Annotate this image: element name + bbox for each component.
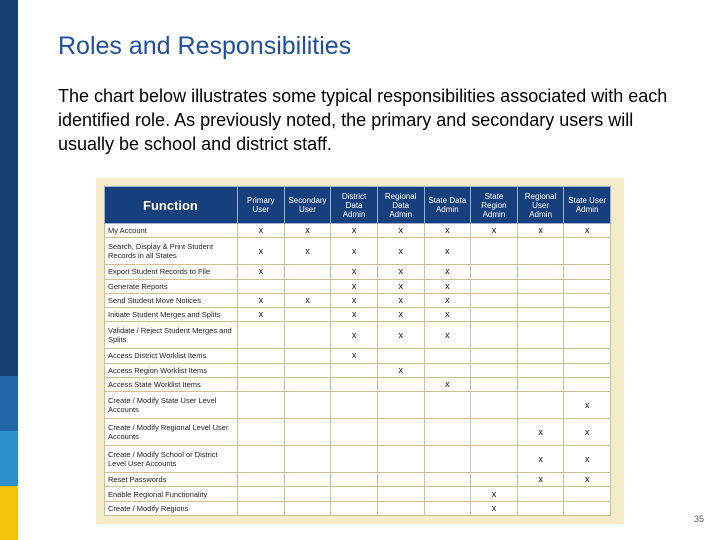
table-row (105, 265, 611, 279)
role-mark-cell (564, 377, 611, 391)
role-mark-cell: x (331, 349, 378, 363)
function-cell: My Account (105, 224, 238, 238)
role-column-header: Secondary User (284, 187, 331, 224)
role-mark-cell (238, 279, 285, 293)
role-mark-cell (424, 446, 471, 473)
role-mark-cell (331, 446, 378, 473)
role-mark-cell (284, 473, 331, 487)
function-cell: Create / Modify State User Level Accounts (105, 392, 238, 419)
role-mark-cell: x (331, 224, 378, 238)
role-mark-cell: x (424, 265, 471, 279)
role-mark-cell (471, 446, 518, 473)
role-column-header: Regional Data Admin (377, 187, 424, 224)
role-mark-cell: x (424, 308, 471, 322)
function-cell: Access District Worklist Items (105, 349, 238, 363)
role-mark-cell: x (424, 279, 471, 293)
function-cell: Access State Worklist Items (105, 377, 238, 391)
function-cell: Enable Regional Functionality (105, 487, 238, 501)
role-mark-cell (377, 501, 424, 515)
role-mark-cell (471, 392, 518, 419)
role-mark-cell (564, 293, 611, 307)
role-mark-cell (238, 363, 285, 377)
role-mark-cell (377, 419, 424, 446)
role-column-header: District Data Admin (331, 187, 378, 224)
slide-title: Roles and Responsibilities (58, 32, 352, 60)
role-mark-cell: x (564, 224, 611, 238)
role-mark-cell (284, 363, 331, 377)
role-mark-cell: x (331, 265, 378, 279)
table-row (105, 238, 611, 265)
role-mark-cell (377, 446, 424, 473)
table-row (105, 279, 611, 293)
role-mark-cell (564, 308, 611, 322)
sidebar-band (0, 376, 18, 431)
table-body (105, 224, 611, 516)
role-mark-cell: x (331, 308, 378, 322)
role-mark-cell: x (424, 322, 471, 349)
role-mark-cell (238, 392, 285, 419)
role-mark-cell: x (471, 501, 518, 515)
role-mark-cell (471, 308, 518, 322)
role-mark-cell (331, 501, 378, 515)
function-cell: Initiate Student Merges and Splits (105, 308, 238, 322)
role-mark-cell (471, 419, 518, 446)
role-mark-cell (238, 349, 285, 363)
role-mark-cell (284, 501, 331, 515)
role-mark-cell (564, 265, 611, 279)
role-mark-cell (424, 419, 471, 446)
role-mark-cell (284, 279, 331, 293)
role-mark-cell (377, 392, 424, 419)
role-mark-cell (517, 392, 564, 419)
table-row (105, 377, 611, 391)
role-mark-cell (517, 322, 564, 349)
role-mark-cell: x (331, 293, 378, 307)
role-mark-cell (284, 377, 331, 391)
role-mark-cell: x (238, 293, 285, 307)
role-mark-cell (517, 377, 564, 391)
role-mark-cell: x (471, 487, 518, 501)
table-row (105, 392, 611, 419)
role-mark-cell: x (377, 279, 424, 293)
role-mark-cell (331, 473, 378, 487)
function-cell: Reset Passwords (105, 473, 238, 487)
role-mark-cell (564, 238, 611, 265)
role-mark-cell (517, 363, 564, 377)
role-mark-cell (517, 349, 564, 363)
role-mark-cell (424, 501, 471, 515)
role-mark-cell: x (517, 446, 564, 473)
role-mark-cell: x (564, 419, 611, 446)
sidebar-band (0, 0, 18, 376)
role-mark-cell (517, 501, 564, 515)
role-mark-cell (284, 349, 331, 363)
role-mark-cell (471, 363, 518, 377)
role-mark-cell (284, 265, 331, 279)
role-mark-cell: x (517, 419, 564, 446)
role-mark-cell: x (331, 238, 378, 265)
role-mark-cell: x (564, 392, 611, 419)
sidebar-band (0, 486, 18, 540)
function-cell: Create / Modify Regions (105, 501, 238, 515)
role-mark-cell (424, 363, 471, 377)
role-mark-cell (564, 349, 611, 363)
role-mark-cell (331, 392, 378, 419)
role-mark-cell: x (517, 224, 564, 238)
role-mark-cell (377, 377, 424, 391)
table-row (105, 293, 611, 307)
role-mark-cell (284, 322, 331, 349)
role-mark-cell (564, 501, 611, 515)
role-mark-cell (471, 265, 518, 279)
table-row (105, 322, 611, 349)
role-mark-cell: x (564, 446, 611, 473)
table-row (105, 501, 611, 515)
role-mark-cell: x (424, 377, 471, 391)
role-mark-cell (424, 473, 471, 487)
role-mark-cell: x (284, 293, 331, 307)
role-mark-cell (471, 279, 518, 293)
role-mark-cell (564, 363, 611, 377)
role-mark-cell: x (377, 363, 424, 377)
role-mark-cell (377, 473, 424, 487)
function-cell: Export Student Records to File (105, 265, 238, 279)
role-mark-cell (238, 377, 285, 391)
role-mark-cell (331, 419, 378, 446)
role-mark-cell: x (238, 265, 285, 279)
role-mark-cell (517, 293, 564, 307)
table-row (105, 224, 611, 238)
role-mark-cell (238, 501, 285, 515)
role-mark-cell (377, 487, 424, 501)
role-mark-cell (517, 279, 564, 293)
role-mark-cell (471, 322, 518, 349)
function-cell: Generate Reports (105, 279, 238, 293)
sidebar-band (0, 431, 18, 486)
role-mark-cell (284, 487, 331, 501)
role-mark-cell (284, 308, 331, 322)
page-number: 35 (693, 514, 704, 524)
role-column-header: State Region Admin (471, 187, 518, 224)
role-mark-cell: x (424, 238, 471, 265)
role-mark-cell (517, 308, 564, 322)
role-mark-cell (517, 487, 564, 501)
role-mark-cell (238, 487, 285, 501)
role-mark-cell (424, 487, 471, 501)
table-row (105, 487, 611, 501)
function-column-header: Function (105, 187, 238, 224)
table-row (105, 308, 611, 322)
role-mark-cell (238, 419, 285, 446)
role-column-header: Regional User Admin (517, 187, 564, 224)
role-mark-cell: x (424, 224, 471, 238)
role-mark-cell: x (238, 224, 285, 238)
slide-body-text: The chart below illustrates some typical responsibilities associated with each identified role. As previously noted, the primary and secondary users will usually be school and district staff. (58, 86, 668, 154)
role-mark-cell (331, 487, 378, 501)
table-header-row (105, 187, 611, 224)
role-column-header: Primary User (238, 187, 285, 224)
role-mark-cell (238, 446, 285, 473)
role-mark-cell (238, 322, 285, 349)
role-mark-cell (284, 419, 331, 446)
table-row (105, 419, 611, 446)
role-mark-cell: x (377, 293, 424, 307)
role-mark-cell (471, 473, 518, 487)
table-row (105, 363, 611, 377)
roles-responsibilities-table (104, 186, 611, 516)
role-mark-cell: x (284, 238, 331, 265)
role-mark-cell (471, 293, 518, 307)
table-row (105, 473, 611, 487)
function-cell: Create / Modify School or District Level User Accounts (105, 446, 238, 473)
role-mark-cell: x (564, 473, 611, 487)
function-cell: Validate / Reject Student Merges and Splits (105, 322, 238, 349)
role-mark-cell (564, 322, 611, 349)
role-mark-cell (471, 377, 518, 391)
role-mark-cell: x (331, 322, 378, 349)
function-cell: Create / Modify Regional Level User Accounts (105, 419, 238, 446)
role-mark-cell: x (377, 308, 424, 322)
role-mark-cell (238, 473, 285, 487)
role-mark-cell: x (377, 224, 424, 238)
table-row (105, 349, 611, 363)
role-mark-cell: x (424, 293, 471, 307)
role-mark-cell (424, 392, 471, 419)
role-mark-cell (471, 238, 518, 265)
role-mark-cell (331, 377, 378, 391)
role-mark-cell: x (517, 473, 564, 487)
function-cell: Access Region Worklist Items (105, 363, 238, 377)
role-mark-cell (284, 392, 331, 419)
role-mark-cell (424, 349, 471, 363)
role-column-header: State Data Admin (424, 187, 471, 224)
role-mark-cell: x (377, 265, 424, 279)
role-mark-cell (517, 265, 564, 279)
roles-table-frame (96, 178, 624, 524)
role-mark-cell (564, 487, 611, 501)
role-column-header: State User Admin (564, 187, 611, 224)
function-cell: Search, Display & Print Student Records in all States (105, 238, 238, 265)
table-row (105, 446, 611, 473)
role-mark-cell (377, 349, 424, 363)
function-cell: Send Student Move Notices (105, 293, 238, 307)
role-mark-cell (284, 446, 331, 473)
role-mark-cell (331, 363, 378, 377)
role-mark-cell (517, 238, 564, 265)
role-mark-cell: x (377, 322, 424, 349)
role-mark-cell: x (284, 224, 331, 238)
role-mark-cell: x (331, 279, 378, 293)
role-mark-cell: x (238, 308, 285, 322)
sidebar-color-bands (0, 0, 18, 540)
role-mark-cell: x (238, 238, 285, 265)
role-mark-cell: x (471, 224, 518, 238)
role-mark-cell: x (377, 238, 424, 265)
role-mark-cell (564, 279, 611, 293)
role-mark-cell (471, 349, 518, 363)
